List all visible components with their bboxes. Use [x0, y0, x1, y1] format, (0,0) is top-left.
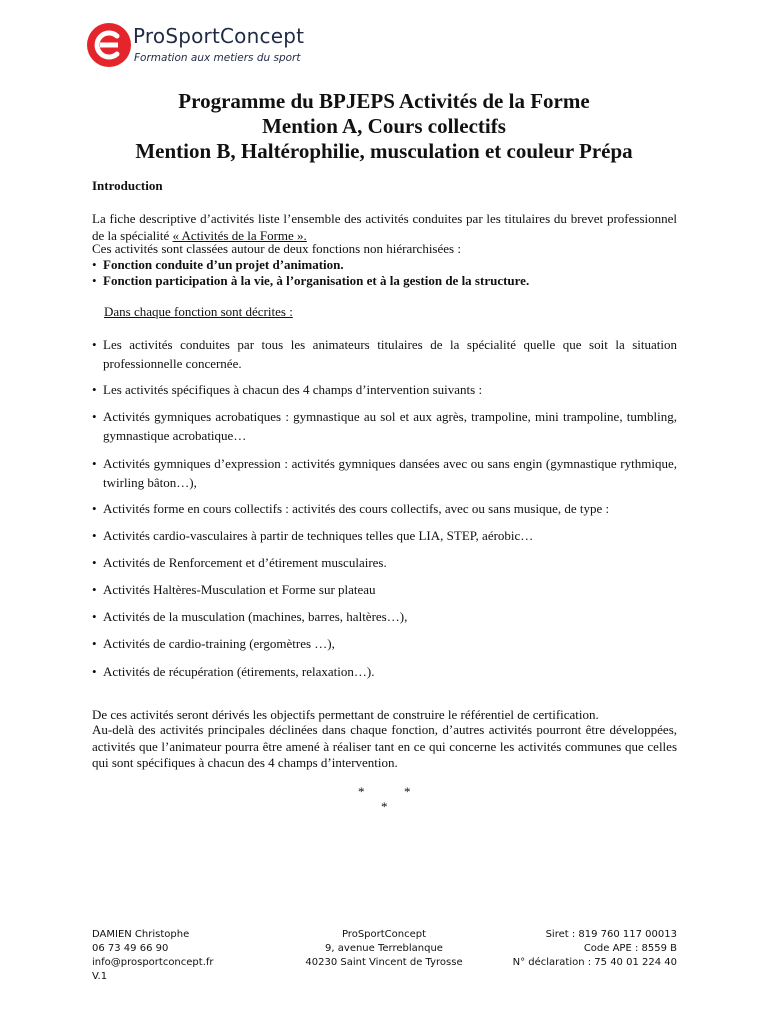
brand-tagline: Formation aux metiers du sport [134, 52, 301, 64]
list-item: • Les activités spécifiques à chacun des 4 champs d’intervention suivants : [92, 382, 483, 397]
footer-name: DAMIEN Christophe [92, 929, 190, 940]
bullet: • [92, 273, 97, 288]
footer-version: V.1 [92, 971, 108, 982]
footer-city: 40230 Saint Vincent de Tyrosse [305, 957, 463, 968]
list-item: • Activités forme en cours collectifs : activités des cours collectifs, avec ou sans musique, de type : [92, 501, 610, 516]
sub-heading: Dans chaque fonction sont décrites : [104, 304, 293, 319]
separator-star: * [358, 784, 365, 799]
title-line-1: Programme du BPJEPS Activités de la Forme [178, 89, 590, 113]
footer-email: info@prosportconcept.fr [92, 957, 214, 968]
conclusion-2: Au-delà des activités principales déclinées dans chaque fonction, d’autres activités pourront être développées, activités que l’animateur pourra être amené à réaliser tant en ce qui concerne les activités communes que celles qui sont spécifiques à chacun des 4 champs d’intervention. [92, 722, 677, 770]
list-item: • Activités de la musculation (machines, barres, haltères…), [92, 609, 408, 624]
list-item: • Activités de Renforcement et d’étirement musculaires. [92, 555, 387, 570]
brand-name: ProSportConcept [133, 24, 305, 48]
footer-address [284, 928, 484, 970]
separator-star: * [381, 799, 388, 814]
footer-phone: 06 73 49 66 90 [92, 943, 169, 954]
intro-paragraph [92, 211, 677, 244]
list-item: • Activités gymniques d’expression : activités gymniques dansées avec ou sans engin (gymnastique rythmique, twirling bâton…), [92, 456, 677, 490]
footer-declaration: N° déclaration : 75 40 01 224 40 [512, 957, 677, 968]
footer-street: 9, avenue Terreblanque [325, 943, 443, 954]
list-item: • Activités gymniques acrobatiques : gymnastique au sol et aux agrès, trampoline, mini trampoline, tumbling, gymnastique acrobatique… [92, 409, 677, 443]
bullet: • [92, 257, 97, 272]
footer-registration [513, 928, 677, 970]
logo-mark-icon [86, 22, 132, 68]
list-item: • Activités de cardio-training (ergomètres …), [92, 636, 335, 651]
intro-heading: Introduction [92, 178, 163, 193]
list-item: • Les activités conduites par tous les animateurs titulaires de la spécialité quelle que soit la situation professionnelle concernée. [92, 337, 677, 371]
footer-ape: Code APE : 8559 B [583, 943, 677, 954]
specialty-link: « Activités de la Forme ». [172, 227, 307, 243]
footer-siret: Siret : 819 760 117 00013 [545, 929, 677, 940]
conclusion-1: De ces activités seront dérivés les objectifs permettant de construire le référentiel de certification. [92, 707, 599, 722]
function-2: Fonction participation à la vie, à l’organisation et à la gestion de la structure. [103, 273, 530, 288]
title-line-3: Mention B, Haltérophilie, musculation et couleur Prépa [135, 139, 633, 163]
list-item: • Activités cardio-vasculaires à partir de techniques telles que LIA, STEP, aérobic… [92, 528, 534, 543]
footer-contact [92, 928, 214, 984]
logo [86, 22, 346, 70]
list-item: • Activités Haltères-Musculation et Forme sur plateau [92, 582, 376, 597]
function-1: Fonction conduite d’un projet d’animation. [103, 257, 344, 272]
separator-star: * [404, 784, 411, 799]
footer-company: ProSportConcept [341, 929, 427, 940]
title-line-2: Mention A, Cours collectifs [262, 114, 506, 138]
list-item: • Activités de récupération (étirements, relaxation…). [92, 664, 375, 679]
classification-text: Ces activités sont classées autour de deux fonctions non hiérarchisées : [92, 241, 461, 256]
intro-text: La fiche descriptive d’activités liste l’ensemble des activités conduites par les titulaires du brevet professionnel de la spécialité [92, 211, 677, 243]
